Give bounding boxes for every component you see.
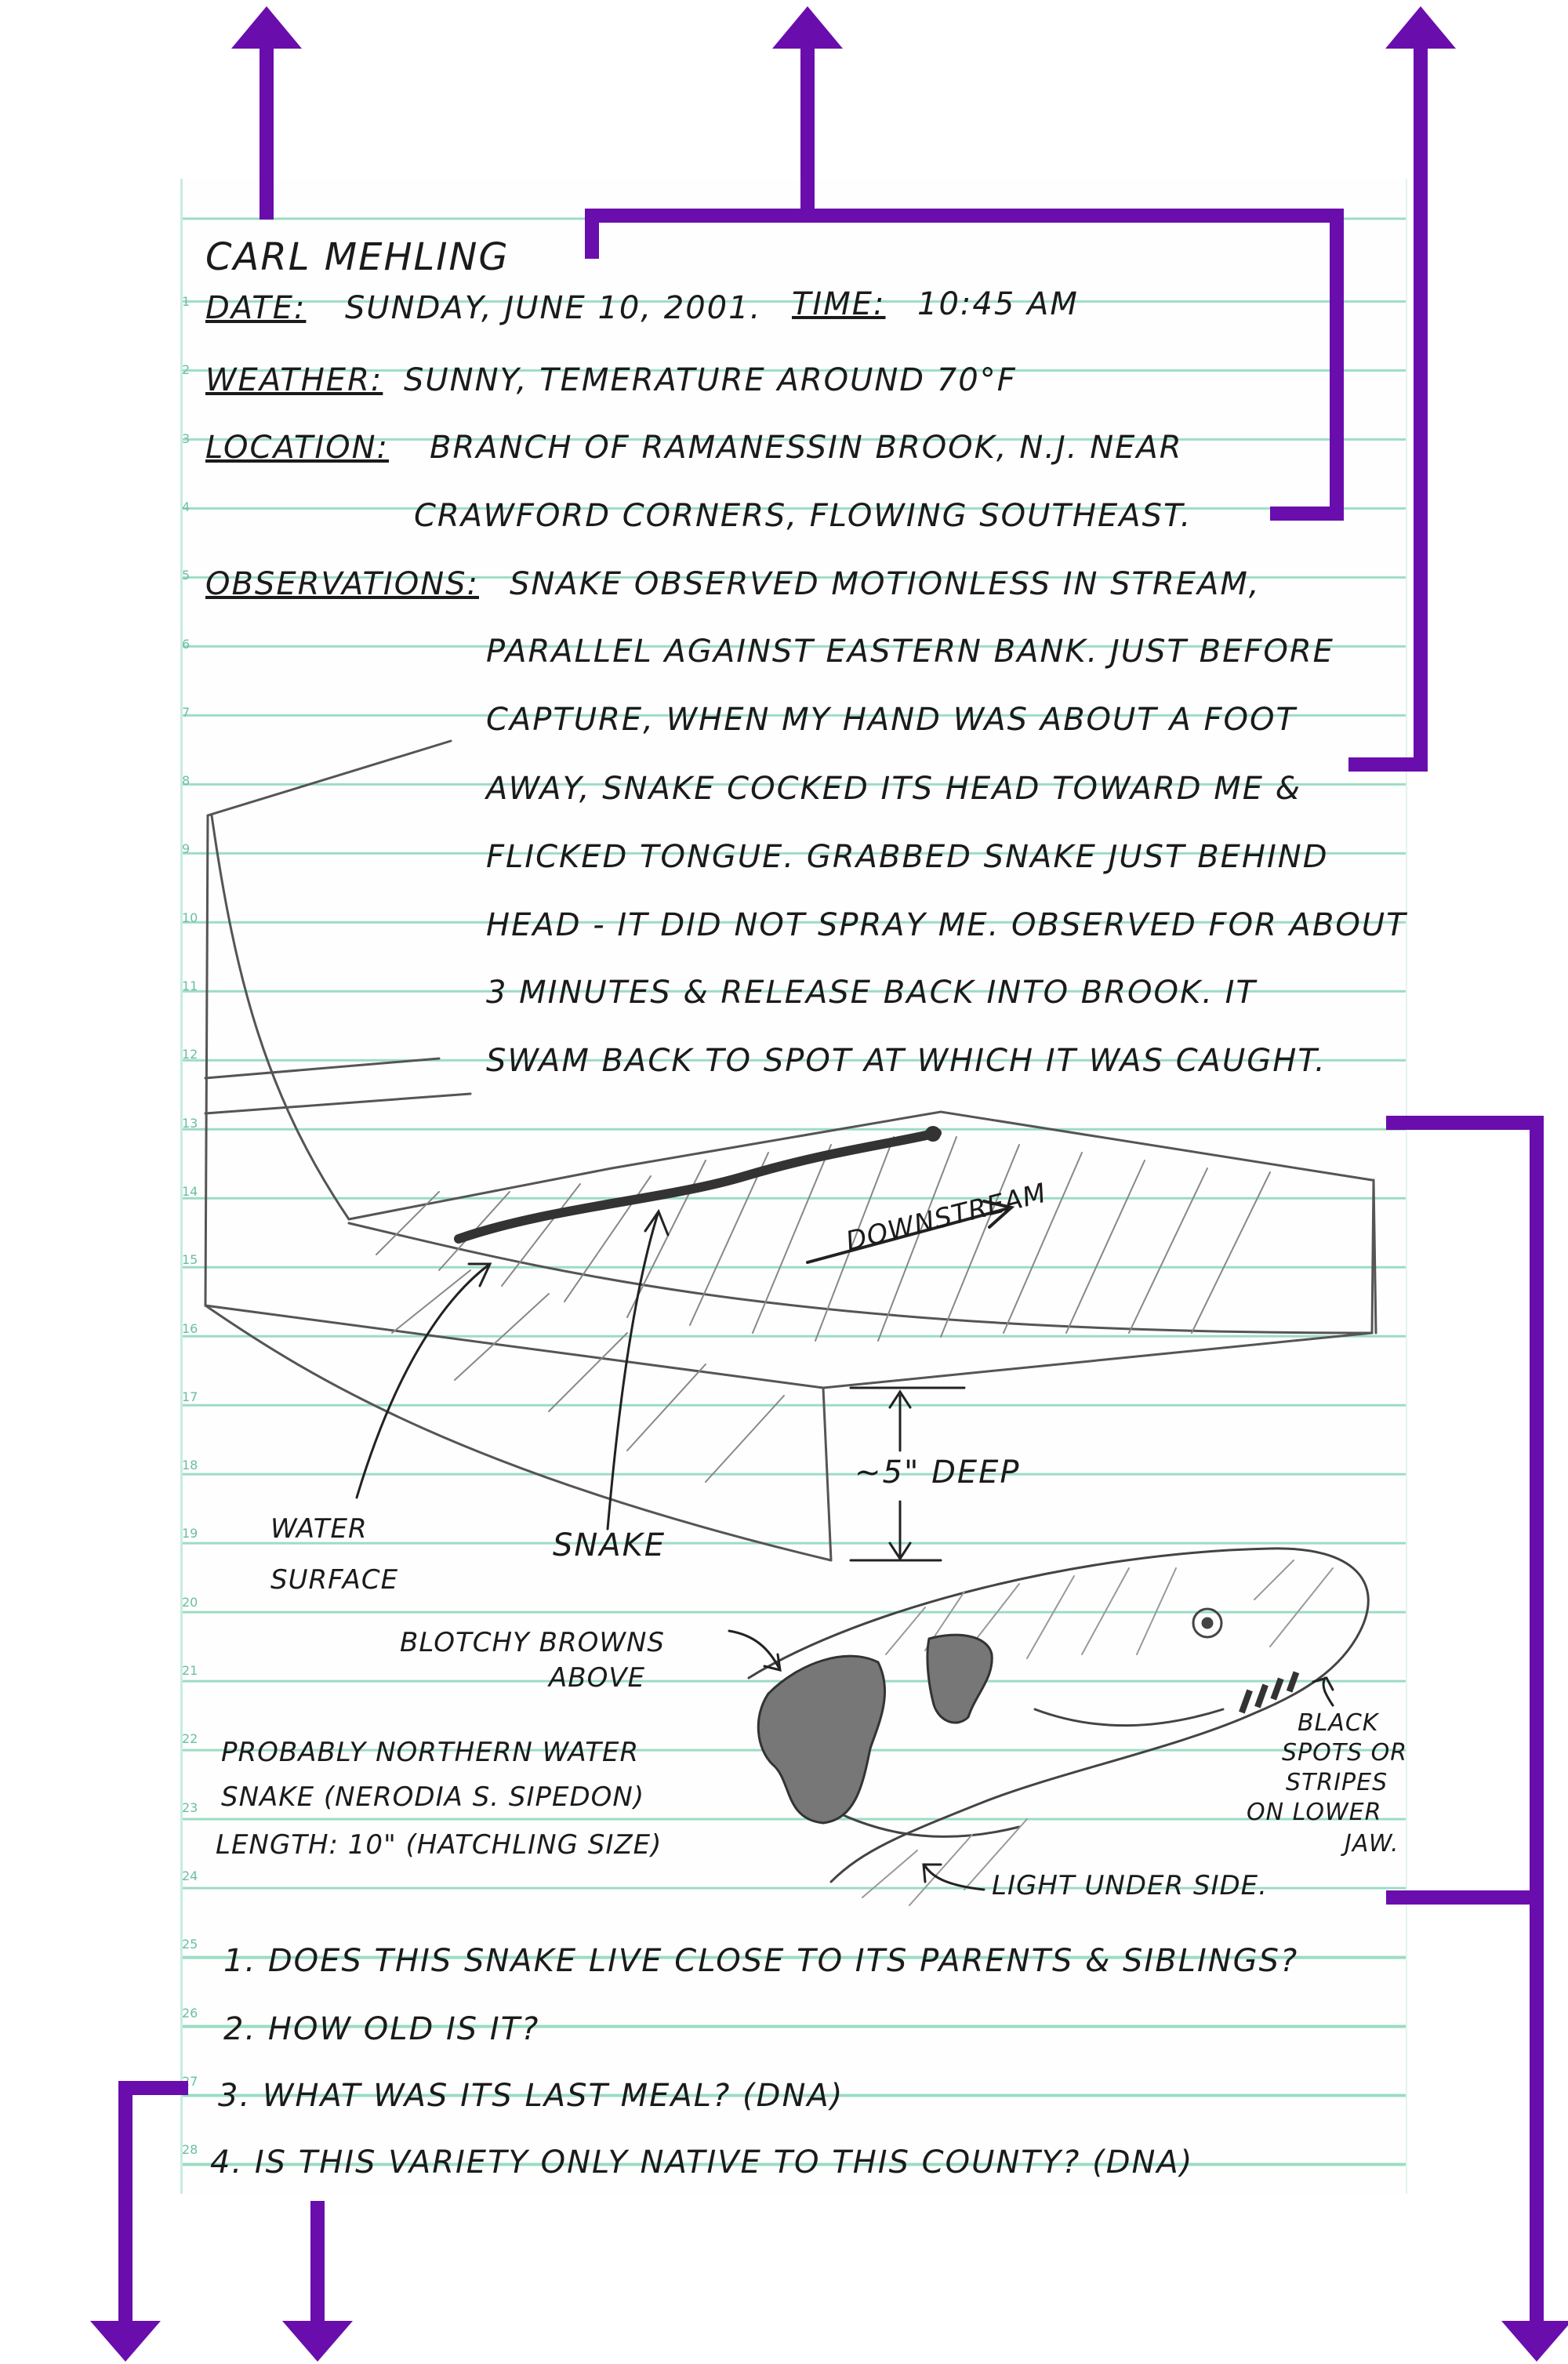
date-label: DATE: bbox=[205, 290, 307, 326]
weather-value: SUNNY, TEMERATURE AROUND 70°F bbox=[404, 362, 1017, 398]
water-surface-label-2: SURFACE bbox=[270, 1564, 399, 1596]
black-spots-line-3: STRIPES bbox=[1286, 1769, 1388, 1796]
observation-line-2: PARALLEL AGAINST EASTERN BANK. JUST BEFORE bbox=[486, 634, 1334, 670]
line-number: 7 bbox=[182, 704, 191, 720]
black-spots-line-4: ON LOWER bbox=[1247, 1799, 1382, 1826]
observation-line-1: SNAKE OBSERVED MOTIONLESS IN STREAM, bbox=[510, 566, 1261, 602]
sketch-bracket bbox=[1386, 1123, 1537, 1897]
spots-pointer bbox=[1313, 1678, 1333, 1705]
line-number: 3 bbox=[182, 430, 191, 446]
identification-line-3: LENGTH: 10" (HATCHLING SIZE) bbox=[216, 1829, 662, 1861]
downstream-label: DOWNSTREAM bbox=[843, 1177, 1050, 1258]
line-number: 10 bbox=[182, 910, 198, 925]
weather-label: WEATHER: bbox=[205, 362, 383, 398]
line-number: 6 bbox=[182, 636, 191, 652]
snake-head bbox=[925, 1126, 941, 1142]
bank-top-line bbox=[212, 815, 349, 1219]
line-number: 23 bbox=[182, 1799, 198, 1815]
front-face bbox=[823, 1388, 831, 1560]
line-number: 9 bbox=[182, 841, 191, 857]
header-bracket bbox=[592, 216, 1337, 514]
light-underside-label: LIGHT UNDER SIDE. bbox=[992, 1870, 1268, 1901]
observation-line-4: AWAY, SNAKE COCKED ITS HEAD TOWARD ME & bbox=[486, 771, 1301, 807]
line-number: 19 bbox=[182, 1526, 198, 1542]
right-wall bbox=[1374, 1180, 1376, 1333]
line-number: 17 bbox=[182, 1389, 198, 1404]
observation-line-8: SWAM BACK TO SPOT AT WHICH IT WAS CAUGHT. bbox=[486, 1043, 1327, 1079]
line-number: 16 bbox=[182, 1320, 198, 1336]
line-number: 1 bbox=[182, 294, 191, 309]
question-4: 4. IS THIS VARIETY ONLY NATIVE TO THIS COUNTY? (DNA) bbox=[210, 2144, 1194, 2181]
purple-arrowheads bbox=[90, 6, 1568, 2362]
question-3: 3. WHAT WAS ITS LAST MEAL? (DNA) bbox=[218, 2078, 844, 2114]
line-number: 18 bbox=[182, 1458, 198, 1473]
blotches bbox=[758, 1635, 992, 1823]
question-2: 2. HOW OLD IS IT? bbox=[223, 2011, 540, 2047]
line-number: 24 bbox=[182, 1868, 198, 1883]
identification-line-1: PROBABLY NORTHERN WATER bbox=[221, 1737, 640, 1768]
line-number: 12 bbox=[182, 1047, 198, 1062]
identification-line-2: SNAKE (NERODIA S. SIPEDON) bbox=[221, 1781, 645, 1813]
black-spots-line-2: SPOTS OR bbox=[1282, 1739, 1408, 1767]
water-surface-label-1: WATER bbox=[270, 1513, 368, 1545]
author-name: CARL MEHLING bbox=[205, 235, 510, 279]
location-label: LOCATION: bbox=[205, 430, 390, 466]
line-number: 2 bbox=[182, 362, 191, 378]
line-number: 14 bbox=[182, 1183, 198, 1199]
line-number: 21 bbox=[182, 1663, 198, 1678]
line-number: 26 bbox=[182, 2005, 198, 2021]
question-1: 1. DOES THIS SNAKE LIVE CLOSE TO ITS PARENTS & SIBLINGS? bbox=[223, 1943, 1299, 1979]
black-spots-line-1: BLACK bbox=[1298, 1709, 1379, 1737]
observations-bracket bbox=[1348, 31, 1421, 764]
snake-pointer bbox=[608, 1211, 668, 1529]
bank-ledge-1 bbox=[205, 1059, 439, 1078]
snake-label: SNAKE bbox=[553, 1527, 666, 1563]
line-number: 22 bbox=[182, 1731, 198, 1747]
line-number: 11 bbox=[182, 979, 198, 993]
line-number: 8 bbox=[182, 773, 191, 789]
depth-label: ~5" DEEP bbox=[855, 1454, 1021, 1491]
line-number: 27 bbox=[182, 2073, 198, 2089]
observation-line-3: CAPTURE, WHEN MY HAND WAS ABOUT A FOOT bbox=[486, 702, 1297, 738]
observation-line-6: HEAD - IT DID NOT SPRAY ME. OBSERVED FOR ABOUT bbox=[486, 907, 1407, 943]
black-spots-line-5: JAW. bbox=[1345, 1830, 1399, 1857]
questions-bracket bbox=[125, 2088, 188, 2333]
line-number: 5 bbox=[182, 568, 191, 583]
water-surface-pointer bbox=[357, 1264, 490, 1498]
line-number: 4 bbox=[182, 499, 191, 514]
bank-ledge-2 bbox=[205, 1094, 470, 1113]
far-bank bbox=[349, 1112, 1372, 1219]
purple-brackets bbox=[125, 31, 1537, 2333]
line-number: 13 bbox=[182, 1115, 198, 1131]
blotchy-label-2: ABOVE bbox=[549, 1662, 646, 1694]
location-line-2: CRAWFORD CORNERS, FLOWING SOUTHEAST. bbox=[414, 498, 1192, 534]
observations-label: OBSERVATIONS: bbox=[205, 566, 479, 602]
line-number: 28 bbox=[182, 2142, 198, 2158]
time-label: TIME: bbox=[792, 286, 886, 322]
date-value: SUNDAY, JUNE 10, 2001. bbox=[345, 290, 762, 326]
time-value: 10:45 AM bbox=[917, 286, 1079, 322]
blotchy-label-1: BLOTCHY BROWNS bbox=[400, 1627, 665, 1658]
line-number: 20 bbox=[182, 1594, 198, 1610]
observation-line-7: 3 MINUTES & RELEASE BACK INTO BROOK. IT bbox=[486, 975, 1257, 1011]
line-number: 15 bbox=[182, 1252, 198, 1268]
observation-line-5: FLICKED TONGUE. GRABBED SNAKE JUST BEHIND bbox=[486, 839, 1329, 875]
line-number: 25 bbox=[182, 1937, 198, 1952]
location-line-1: BRANCH OF RAMANESSIN BROOK, N.J. NEAR bbox=[430, 430, 1183, 466]
